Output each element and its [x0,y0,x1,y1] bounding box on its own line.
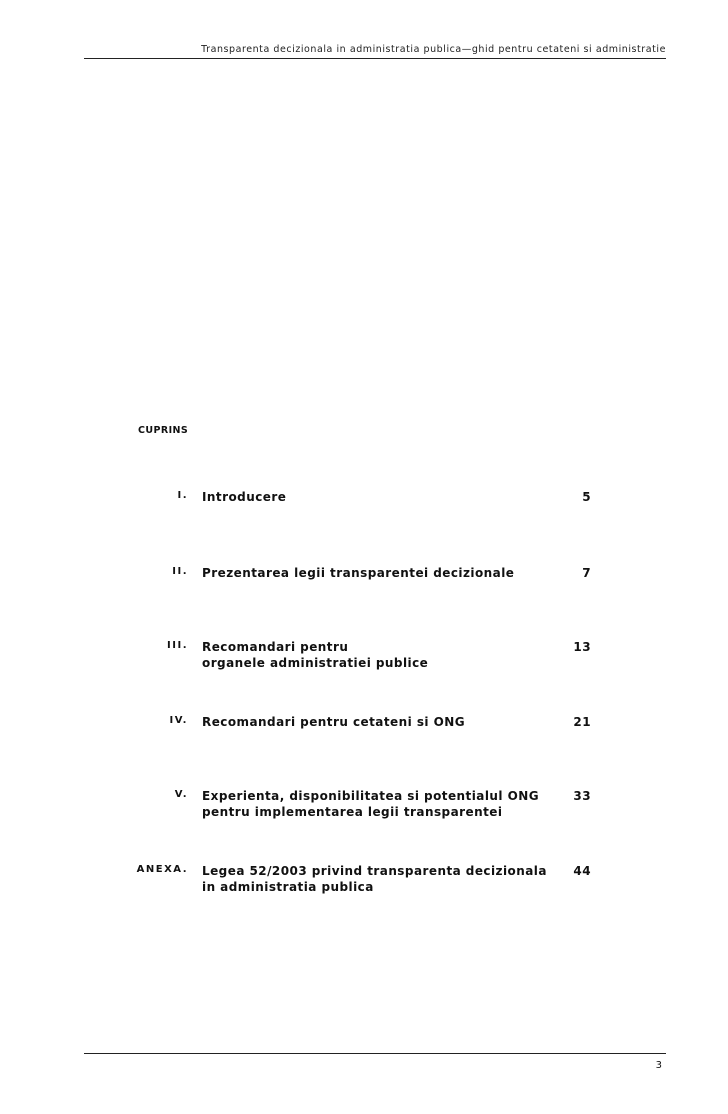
toc-entry-title-line: pentru implementarea legii transparentei [202,805,503,819]
toc-entry-4 [0,714,728,754]
toc-entry-title-line: in administratia publica [202,880,374,894]
toc-entry-number: II. [172,566,188,577]
toc-entry-title-line: Legea 52/2003 privind transparenta decizionala [202,864,547,878]
running-header: Transparenta decizionala in administratia publica—ghid pentru cetateni si administratie [201,44,666,55]
toc-entry-number: IV. [169,715,188,726]
toc-entry-title [202,639,542,671]
toc-entry-number: III. [167,640,188,651]
footer-divider [84,1053,666,1054]
toc-entry-page: 13 [573,640,591,654]
toc-entry-title-line: Recomandari pentru [202,640,349,654]
toc-entry-title [202,489,542,505]
toc-entry-title-line: organele administratiei publice [202,656,429,670]
toc-entry-title [202,714,542,730]
header-divider [84,58,666,59]
toc-entry-title-line: Prezentarea legii transparentei decizionale [202,566,515,580]
toc-entry-number: V. [174,789,188,800]
toc-entry-3 [0,639,728,679]
toc-entry-title-line: Experienta, disponibilitatea si potentialul ONG [202,789,540,803]
toc-entry-title [202,863,547,895]
toc-entry-page: 5 [582,490,591,504]
toc-entry-2 [0,565,728,605]
toc-entry-page: 7 [582,566,591,580]
toc-title: CUPRINS [138,425,189,436]
toc-entry-1 [0,489,728,529]
toc-entry-5 [0,788,728,828]
toc-entry-title [202,788,542,820]
toc-entry-title [202,565,542,581]
toc-entry-number: I. [177,490,188,501]
toc-entry-page: 21 [573,715,591,729]
toc-entry-annex [0,863,728,903]
toc-entry-title-line: Recomandari pentru cetateni si ONG [202,715,466,729]
page-number: 3 [655,1060,662,1071]
toc-entry-page: 33 [573,789,591,803]
toc-entry-title-line: Introducere [202,490,287,504]
toc-entry-page: 44 [573,864,591,878]
toc-entry-number: ANEXA. [136,864,188,875]
